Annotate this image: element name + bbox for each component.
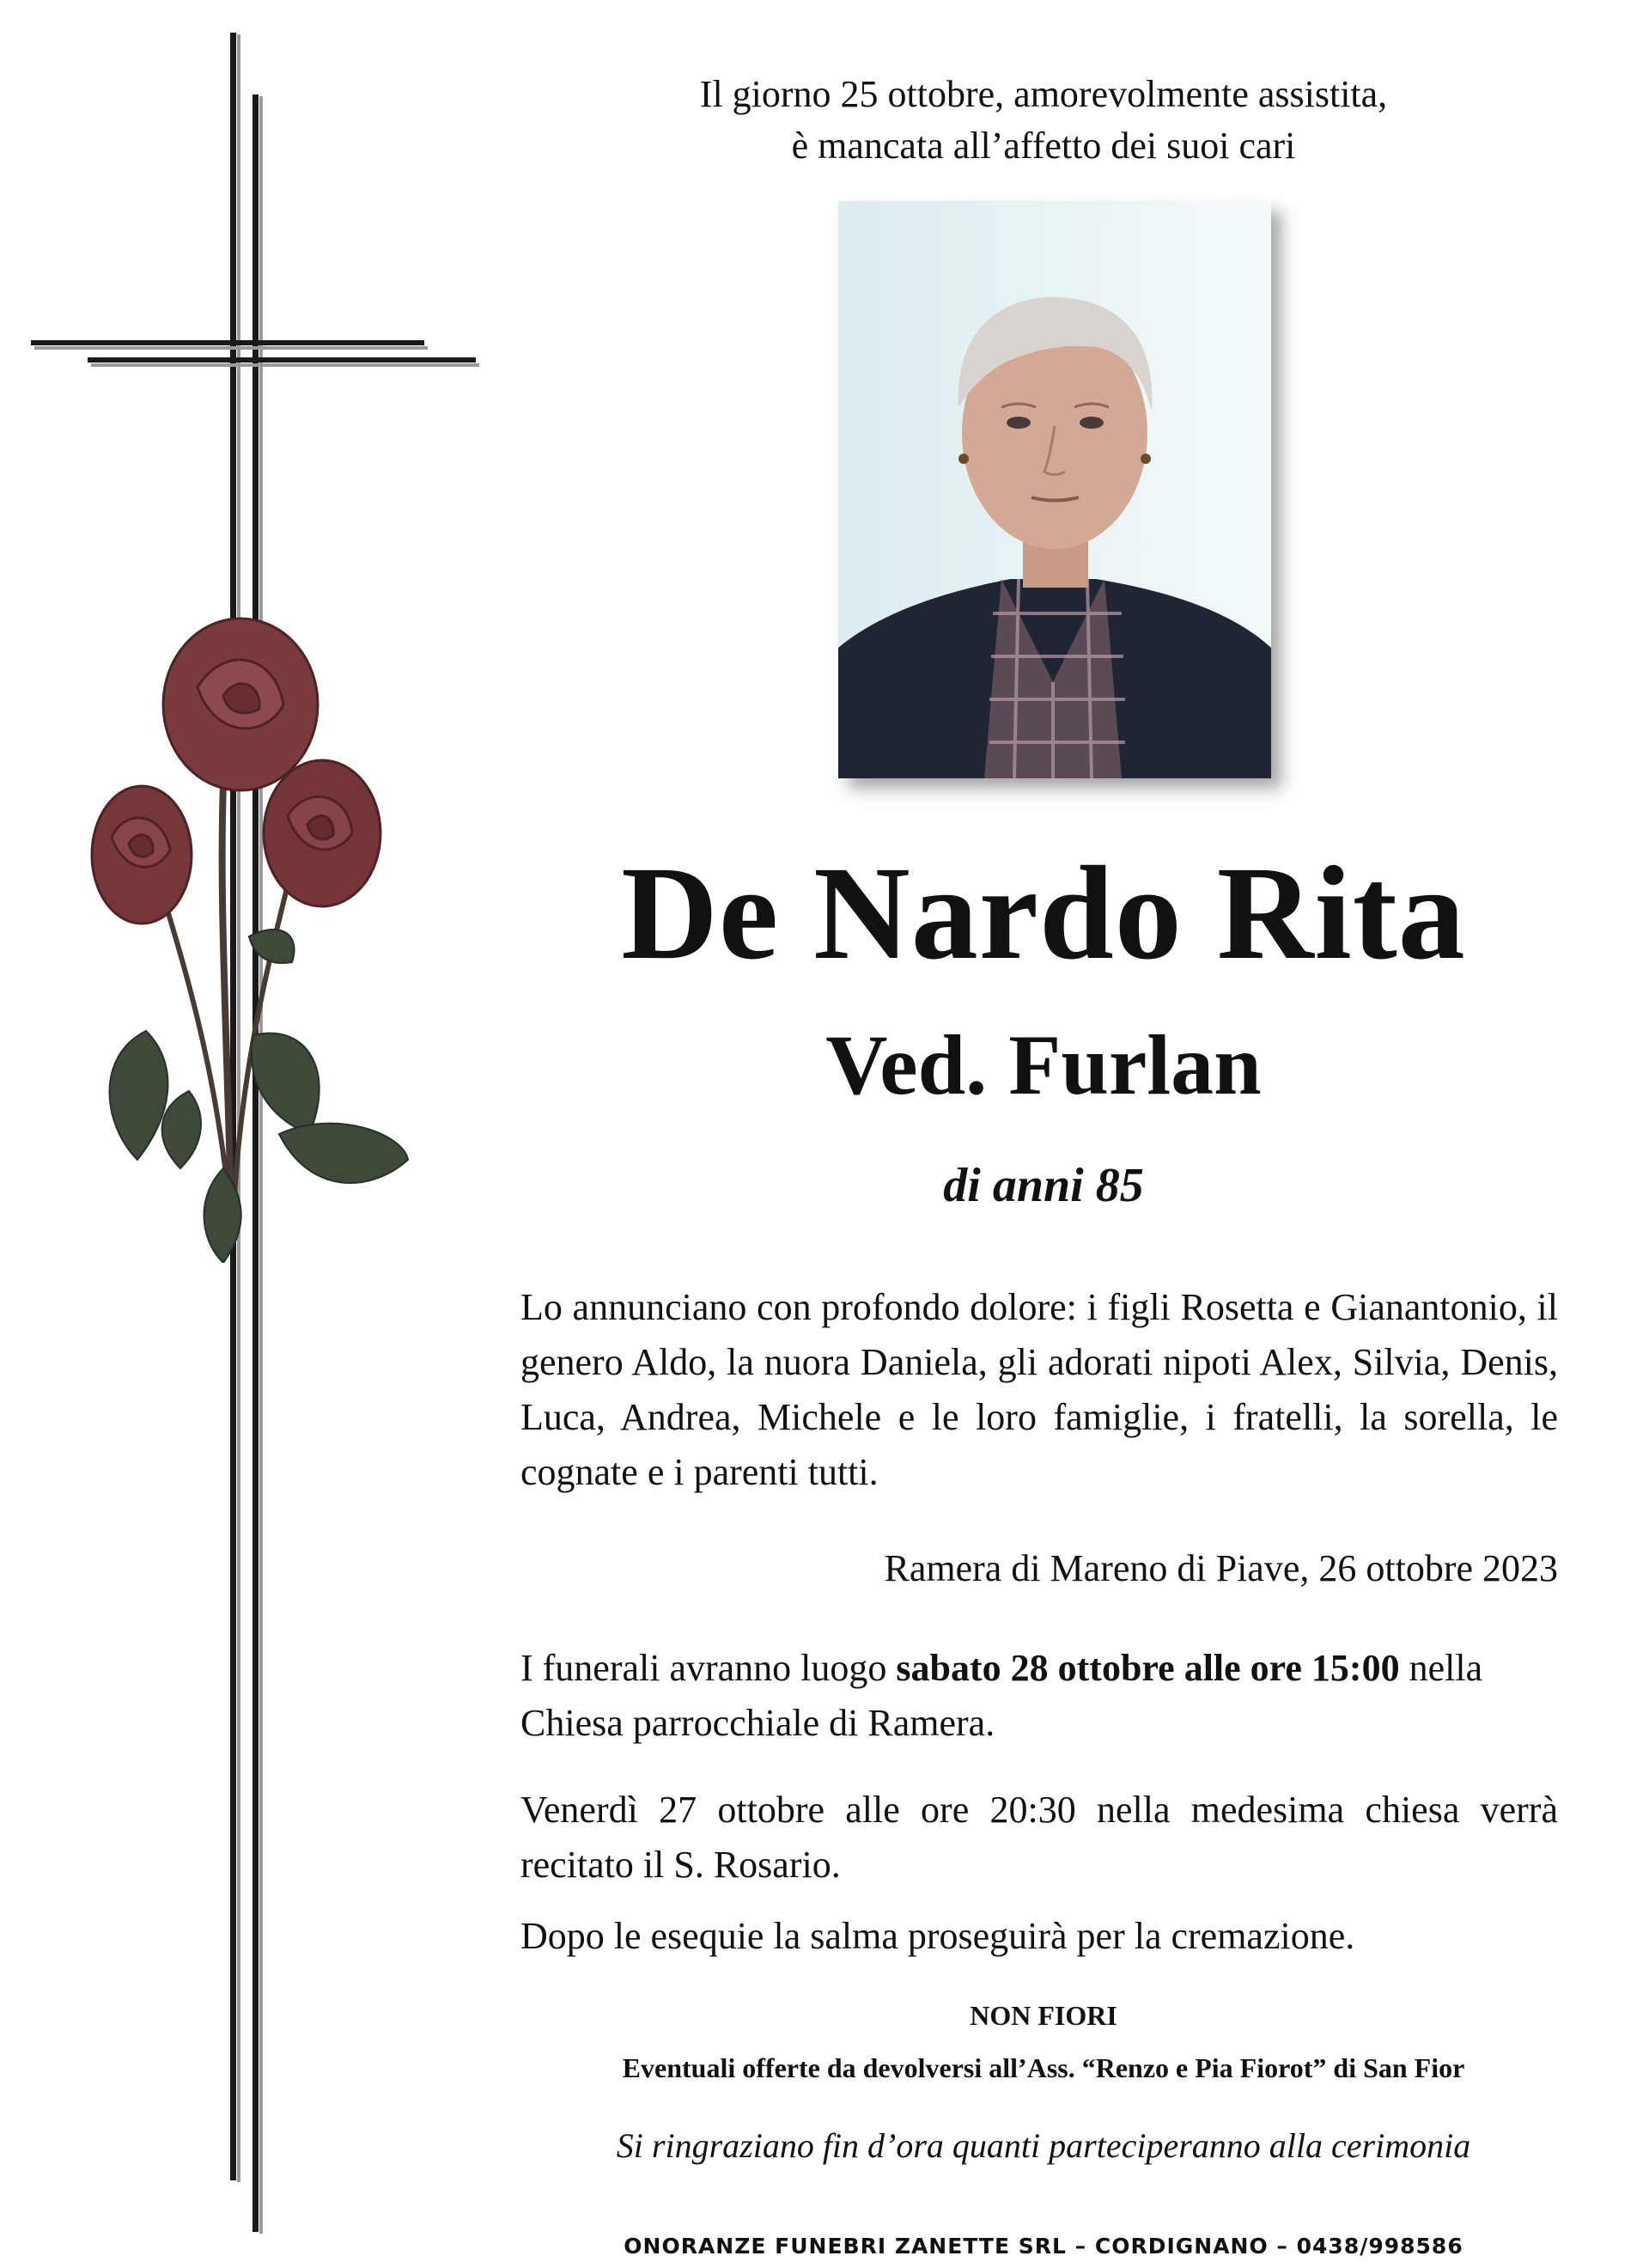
intro-text — [515, 69, 1572, 172]
deceased-subname: Ved. Furlan — [825, 1017, 1262, 1113]
announcement-paragraph: Lo annunciano con profondo dolore: i figli Rosetta e Gianantonio, il genero Aldo, la nuora Daniela, gli adorati nipoti Alex, Silvia, Denis, Luca, Andrea, Michele e le loro famiglie, i fratelli, la sorella, le cognate e i parenti tutti. — [520, 1286, 1558, 1493]
cremation-paragraph: Dopo le esequie la salma proseguirà per la cremazione. — [520, 1915, 1355, 1957]
intro-line-2: è mancata all’affetto dei suoi cari — [791, 125, 1296, 167]
roses-illustration — [77, 610, 438, 1263]
funeral-paragraph — [520, 1641, 1558, 1751]
thanks-note: Si ringraziano fin d’ora quanti parteciperanno alla cerimonia — [616, 2126, 1471, 2165]
portrait-illustration — [838, 201, 1271, 778]
portrait-photo — [838, 201, 1271, 778]
funeral-home-footer: ONORANZE FUNEBRI ZANETTE SRL – CORDIGNANO – 0438/998586 — [624, 2234, 1463, 2259]
deceased-name: De Nardo Rita — [621, 838, 1466, 987]
place-date: Ramera di Mareno di Piave, 26 ottobre 2023 — [884, 1547, 1558, 1589]
deceased-age: di anni 85 — [943, 1159, 1144, 1212]
non-fiori-heading: NON FIORI — [970, 2000, 1117, 2031]
funeral-prefix: I funerali avranno luogo — [520, 1647, 897, 1689]
funeral-datetime: sabato 28 ottobre alle ore 15:00 — [896, 1647, 1400, 1689]
intro-line-1: Il giorno 25 ottobre, amorevolmente assistita, — [699, 73, 1388, 115]
rosary-paragraph: Venerdì 27 ottobre alle ore 20:30 nella medesima chiesa verrà recitato il S. Rosario. — [520, 1789, 1558, 1886]
donation-note: Eventuali offerte da devolversi all’Ass. “Renzo e Pia Fiorot” di San Fior — [622, 2052, 1465, 2083]
funeral-suffix: nella Chiesa parrocchiale di Ramera. — [520, 1647, 1483, 1744]
